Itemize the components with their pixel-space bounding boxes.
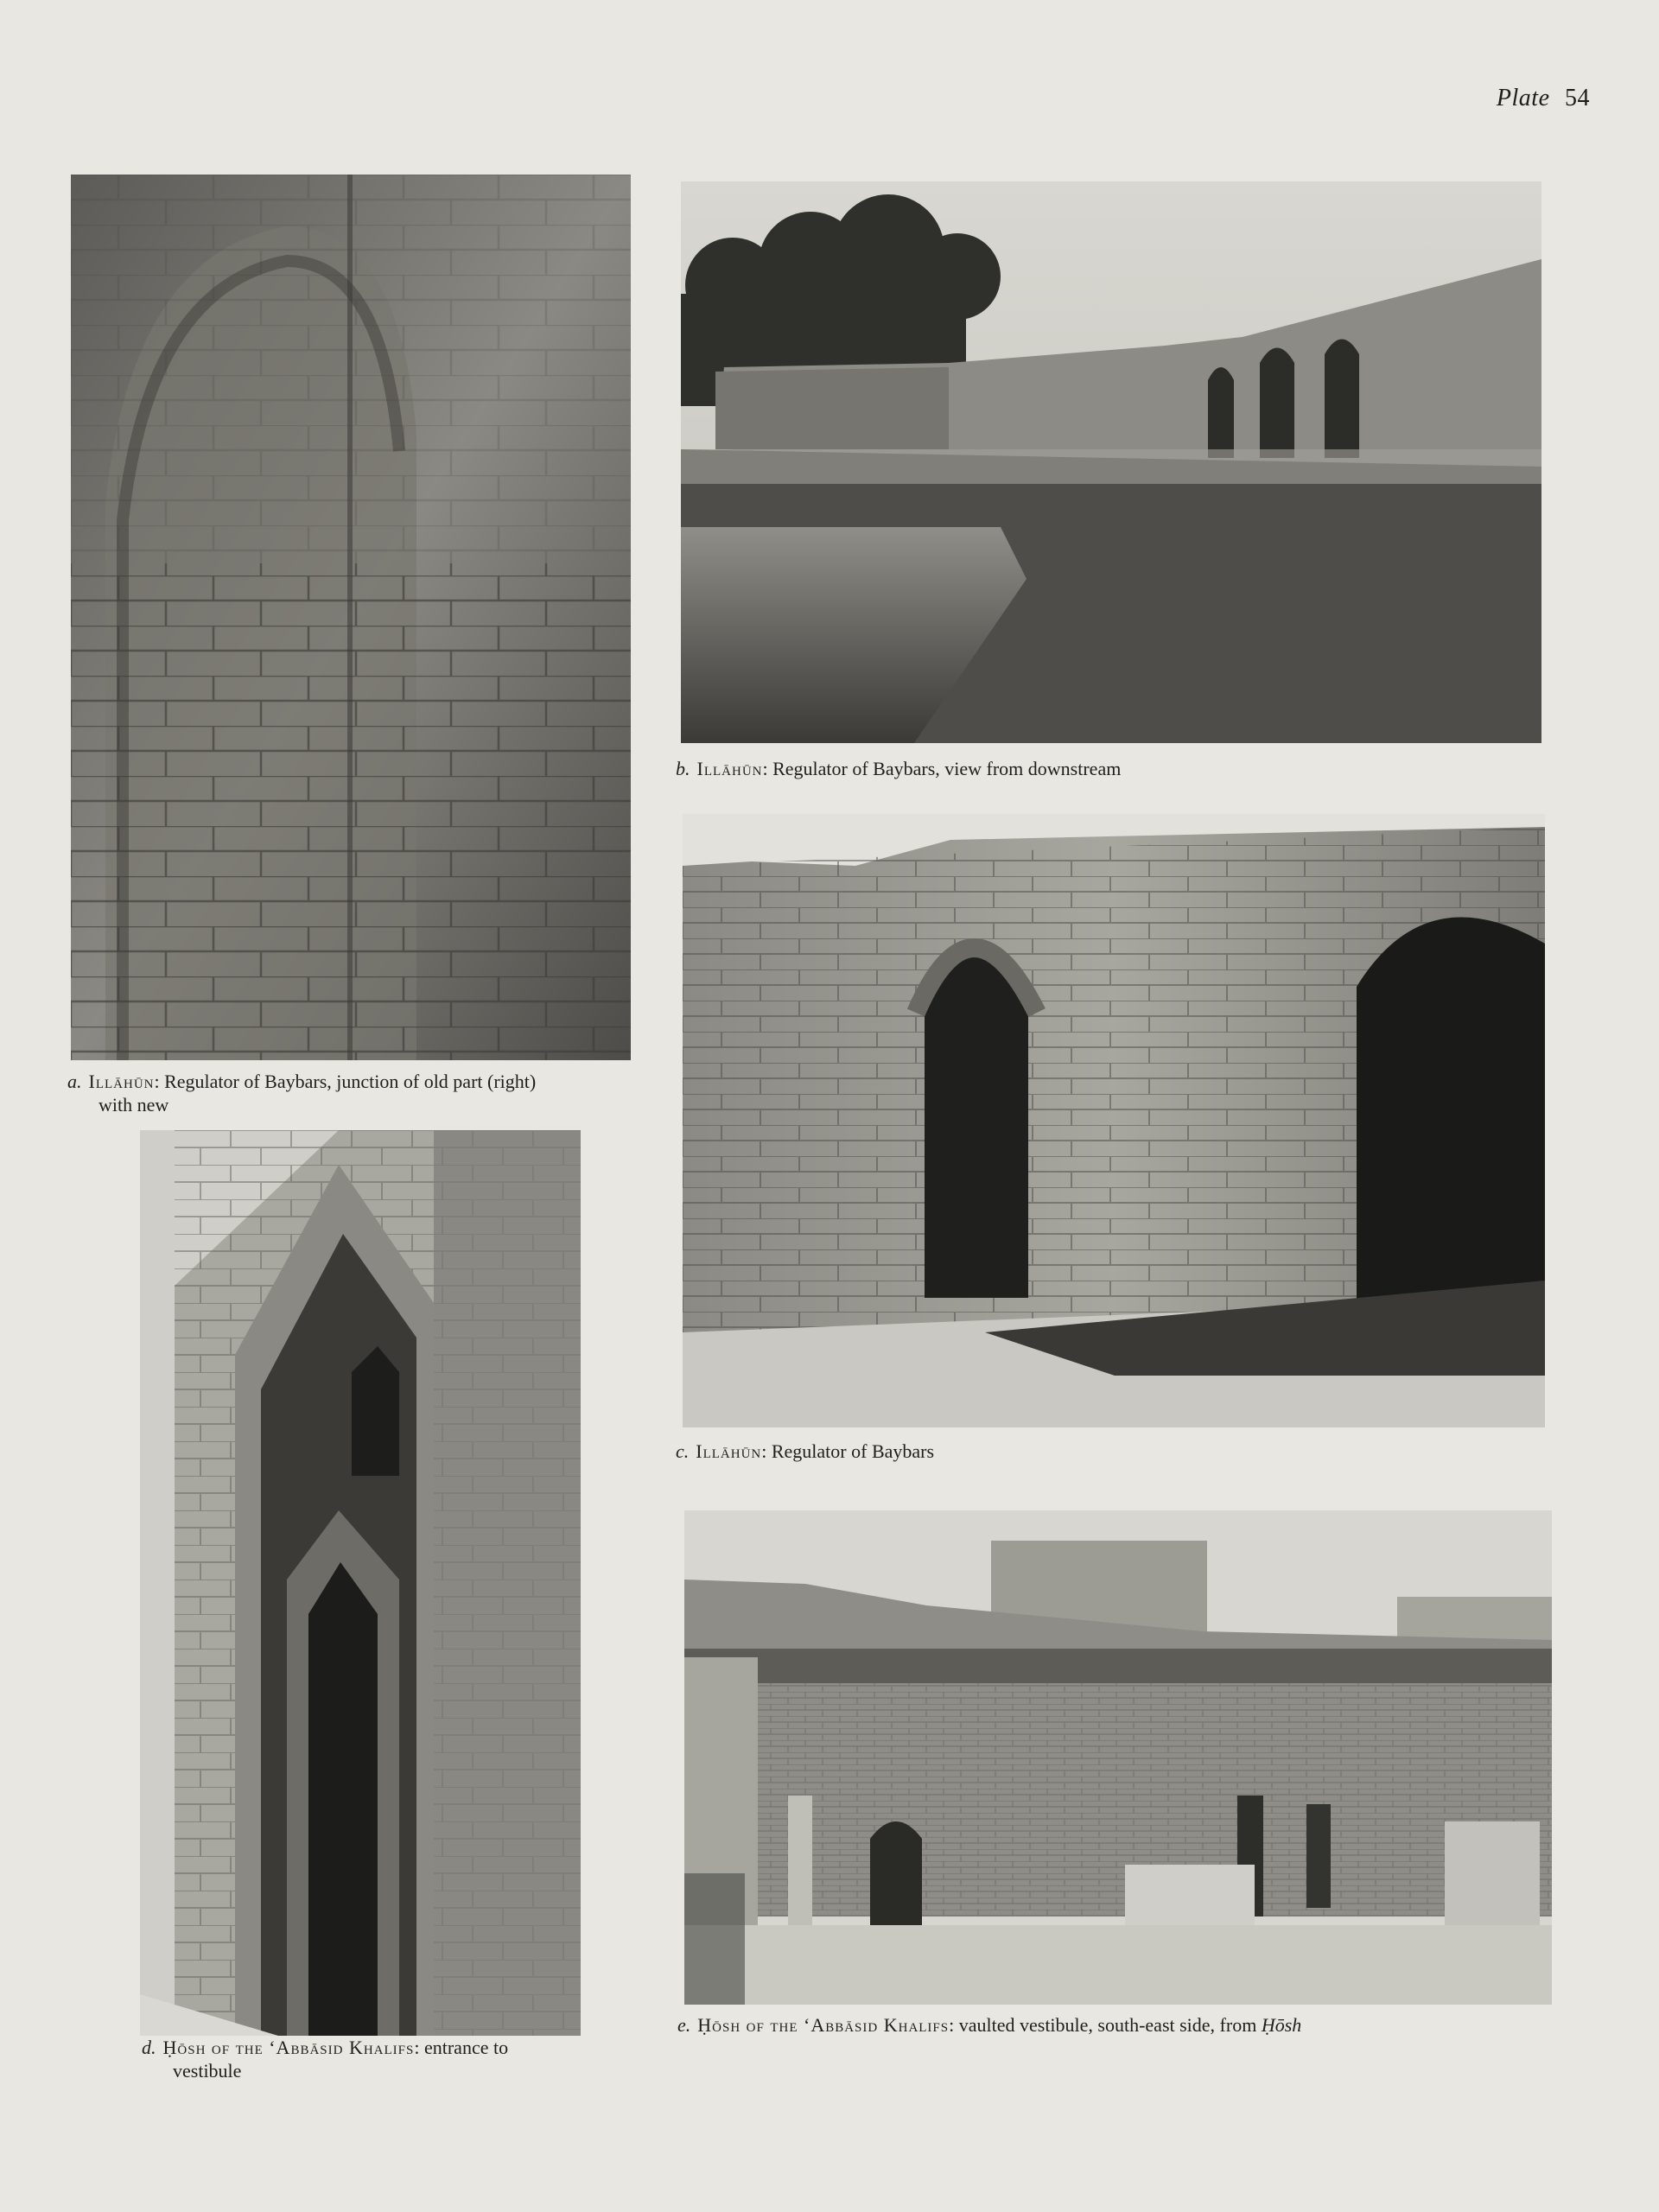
caption-a-text: : Regulator of Baybars, junction of old part (right) [154, 1071, 537, 1092]
caption-e [677, 2013, 1576, 2037]
caption-e-text-italic: Ḥōsh [1261, 2014, 1302, 2036]
caption-b-place: Illāhūn [696, 758, 763, 779]
photo-b-downstream-view [681, 181, 1541, 743]
photo-d-vestibule-entrance [140, 1130, 581, 2036]
caption-a-text-cont: with new [99, 1094, 169, 1116]
caption-c-place: Illāhūn [696, 1440, 762, 1462]
caption-e-text: : vaulted vestibule, south-east side, from [949, 2014, 1262, 2036]
caption-a [67, 1070, 672, 1116]
plate-number: 54 [1565, 85, 1590, 111]
plate-number-header [1497, 85, 1590, 112]
caption-d-letter: d. [142, 2037, 156, 2058]
caption-d [142, 2036, 626, 2082]
photo-e-vaulted-vestibule [684, 1510, 1552, 2005]
caption-d-place: Ḥōsh of the ‘Abbāsid Khalifs [162, 2037, 415, 2058]
photo-c-regulator-arches [683, 814, 1545, 1427]
caption-e-place: Ḥōsh of the ‘Abbāsid Khalifs [697, 2014, 950, 2036]
caption-b-text: : Regulator of Baybars, view from downstream [762, 758, 1122, 779]
photo-a-masonry-junction [71, 175, 631, 1060]
caption-d-text-cont: vestibule [173, 2060, 242, 2082]
caption-c-letter: c. [676, 1440, 690, 1462]
caption-c-text: : Regulator of Baybars [761, 1440, 935, 1462]
caption-d-text: : entrance to [414, 2037, 509, 2058]
caption-b [676, 757, 1557, 780]
caption-a-place: Illāhūn [88, 1071, 155, 1092]
caption-c [676, 1440, 1557, 1463]
plate-word: Plate [1496, 85, 1550, 111]
caption-e-letter: e. [677, 2014, 691, 2036]
caption-a-letter: a. [67, 1071, 82, 1092]
caption-b-letter: b. [676, 758, 690, 779]
